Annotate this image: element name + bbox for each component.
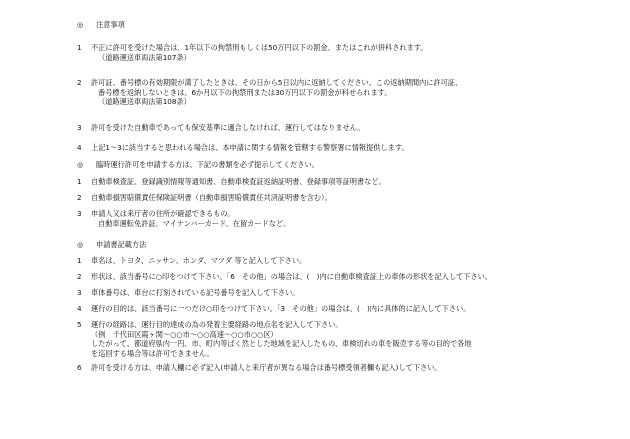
item-text: [91, 177, 386, 187]
section-title: 臨時運行許可を申請する方は、下記の書類を必ず提示してください。: [96, 160, 319, 169]
item-line: 番号標を返納しないときは、6か月以下の拘禁刑または30万円以下の罰金が科せられます。: [98, 87, 392, 97]
item-number: 1: [77, 256, 82, 265]
item-text: [91, 143, 409, 153]
item-text: [91, 272, 492, 282]
item-number: 4: [77, 304, 82, 313]
item-text: [91, 78, 462, 107]
item-text: [91, 209, 290, 228]
item-line: 運行の目的は、該当番号に一つだけ○印をつけて下さい。「3 その他」の場合は、( )内に具体的に記入して下さい。: [91, 304, 471, 313]
item-text: [91, 320, 472, 358]
item-line: 許可を受ける方は、申請人欄に必ず記入(申請人と来庁者が異なる場合は番号標受領者欄も記入)して下さい。: [91, 363, 442, 372]
item-number: 3: [77, 288, 82, 297]
item-number: 6: [77, 363, 82, 372]
item-number: 4: [77, 143, 82, 152]
item-number: 1: [77, 43, 82, 52]
item-line: 上記1～3に該当すると思われる場合は、本申請に関する情報を管轄する警察署に情報提供します。: [91, 143, 409, 152]
item-number: 5: [77, 320, 82, 329]
double-circle-icon: ◎: [77, 160, 84, 169]
item-number: 2: [77, 78, 82, 87]
item-number: 2: [77, 193, 82, 202]
item-line: 許可を受けた自動車であっても保安基準に適合しなければ、運行してはなりません。: [91, 123, 365, 132]
item-line: 自動車運転免許証、マイナンバーカード、在留カードなど。: [98, 218, 291, 228]
item-line: （例 千代田区霞ヶ関～○○市～○○高速～○○市○○区）: [91, 329, 278, 339]
section-title: 申請書記載方法: [96, 240, 147, 249]
item-number: 3: [77, 209, 82, 218]
item-line: （道路運送車両法第107条）: [98, 52, 191, 62]
item-number: 3: [77, 123, 82, 132]
item-line: したがって、都道府県内一円、市、町内等ばく然とした地域を記入したもの、車検切れの車を販売する等の目的で各地: [91, 339, 472, 349]
item-text: [91, 288, 299, 298]
item-line: 自動車損害賠償責任保険証明書（自動車損害賠償責任共済証明書を含む）。: [91, 193, 332, 202]
double-circle-icon: ◎: [77, 240, 84, 249]
item-line: 車体番号は、車台に打刻されている記号番号を記入して下さい。: [91, 288, 300, 297]
item-number: 2: [77, 272, 82, 281]
item-line: 申請人又は来庁者の住所が確認できるもの。: [91, 209, 235, 218]
item-text: [91, 43, 428, 62]
item-line: （道路運送車両法第108条）: [98, 97, 191, 107]
item-text: [91, 193, 332, 203]
item-line: を巡回する場合等は許可できません。: [91, 348, 214, 358]
double-circle-icon: ◎: [77, 20, 84, 29]
item-text: [91, 363, 442, 373]
item-line: 車名は、トヨタ、ニッサン、ホンダ、マツダ 等と記入して下さい。: [91, 256, 307, 265]
item-text: [91, 304, 470, 314]
item-line: 自動車検査証、登録識別情報等通知書、自動車検査証返納証明書、登録事項等証明書など。: [91, 177, 386, 186]
section-title: 注意事項: [96, 20, 125, 29]
item-line: 不正に許可を受けた場合は、1年以下の拘禁刑もしくは50万円以下の罰金、またはこれが併科されます。: [91, 43, 428, 52]
item-number: 1: [77, 177, 82, 186]
item-line: 運行の経路は、運行目的達成の為の発着主要経路の地点名を記入して下さい。: [91, 320, 343, 329]
item-text: [91, 123, 365, 133]
item-line: 形状は、該当番号に○印をつけて下さい。「6 その他」の場合は、( )内に自動車検査証上の車体の形状を記入して下さい。: [91, 272, 492, 281]
item-text: [91, 256, 306, 266]
item-line: 許可証、番号標の有効期限が満了したときは、その日から5日以内に返納してください。この返納期間内に許可証、: [91, 78, 463, 87]
